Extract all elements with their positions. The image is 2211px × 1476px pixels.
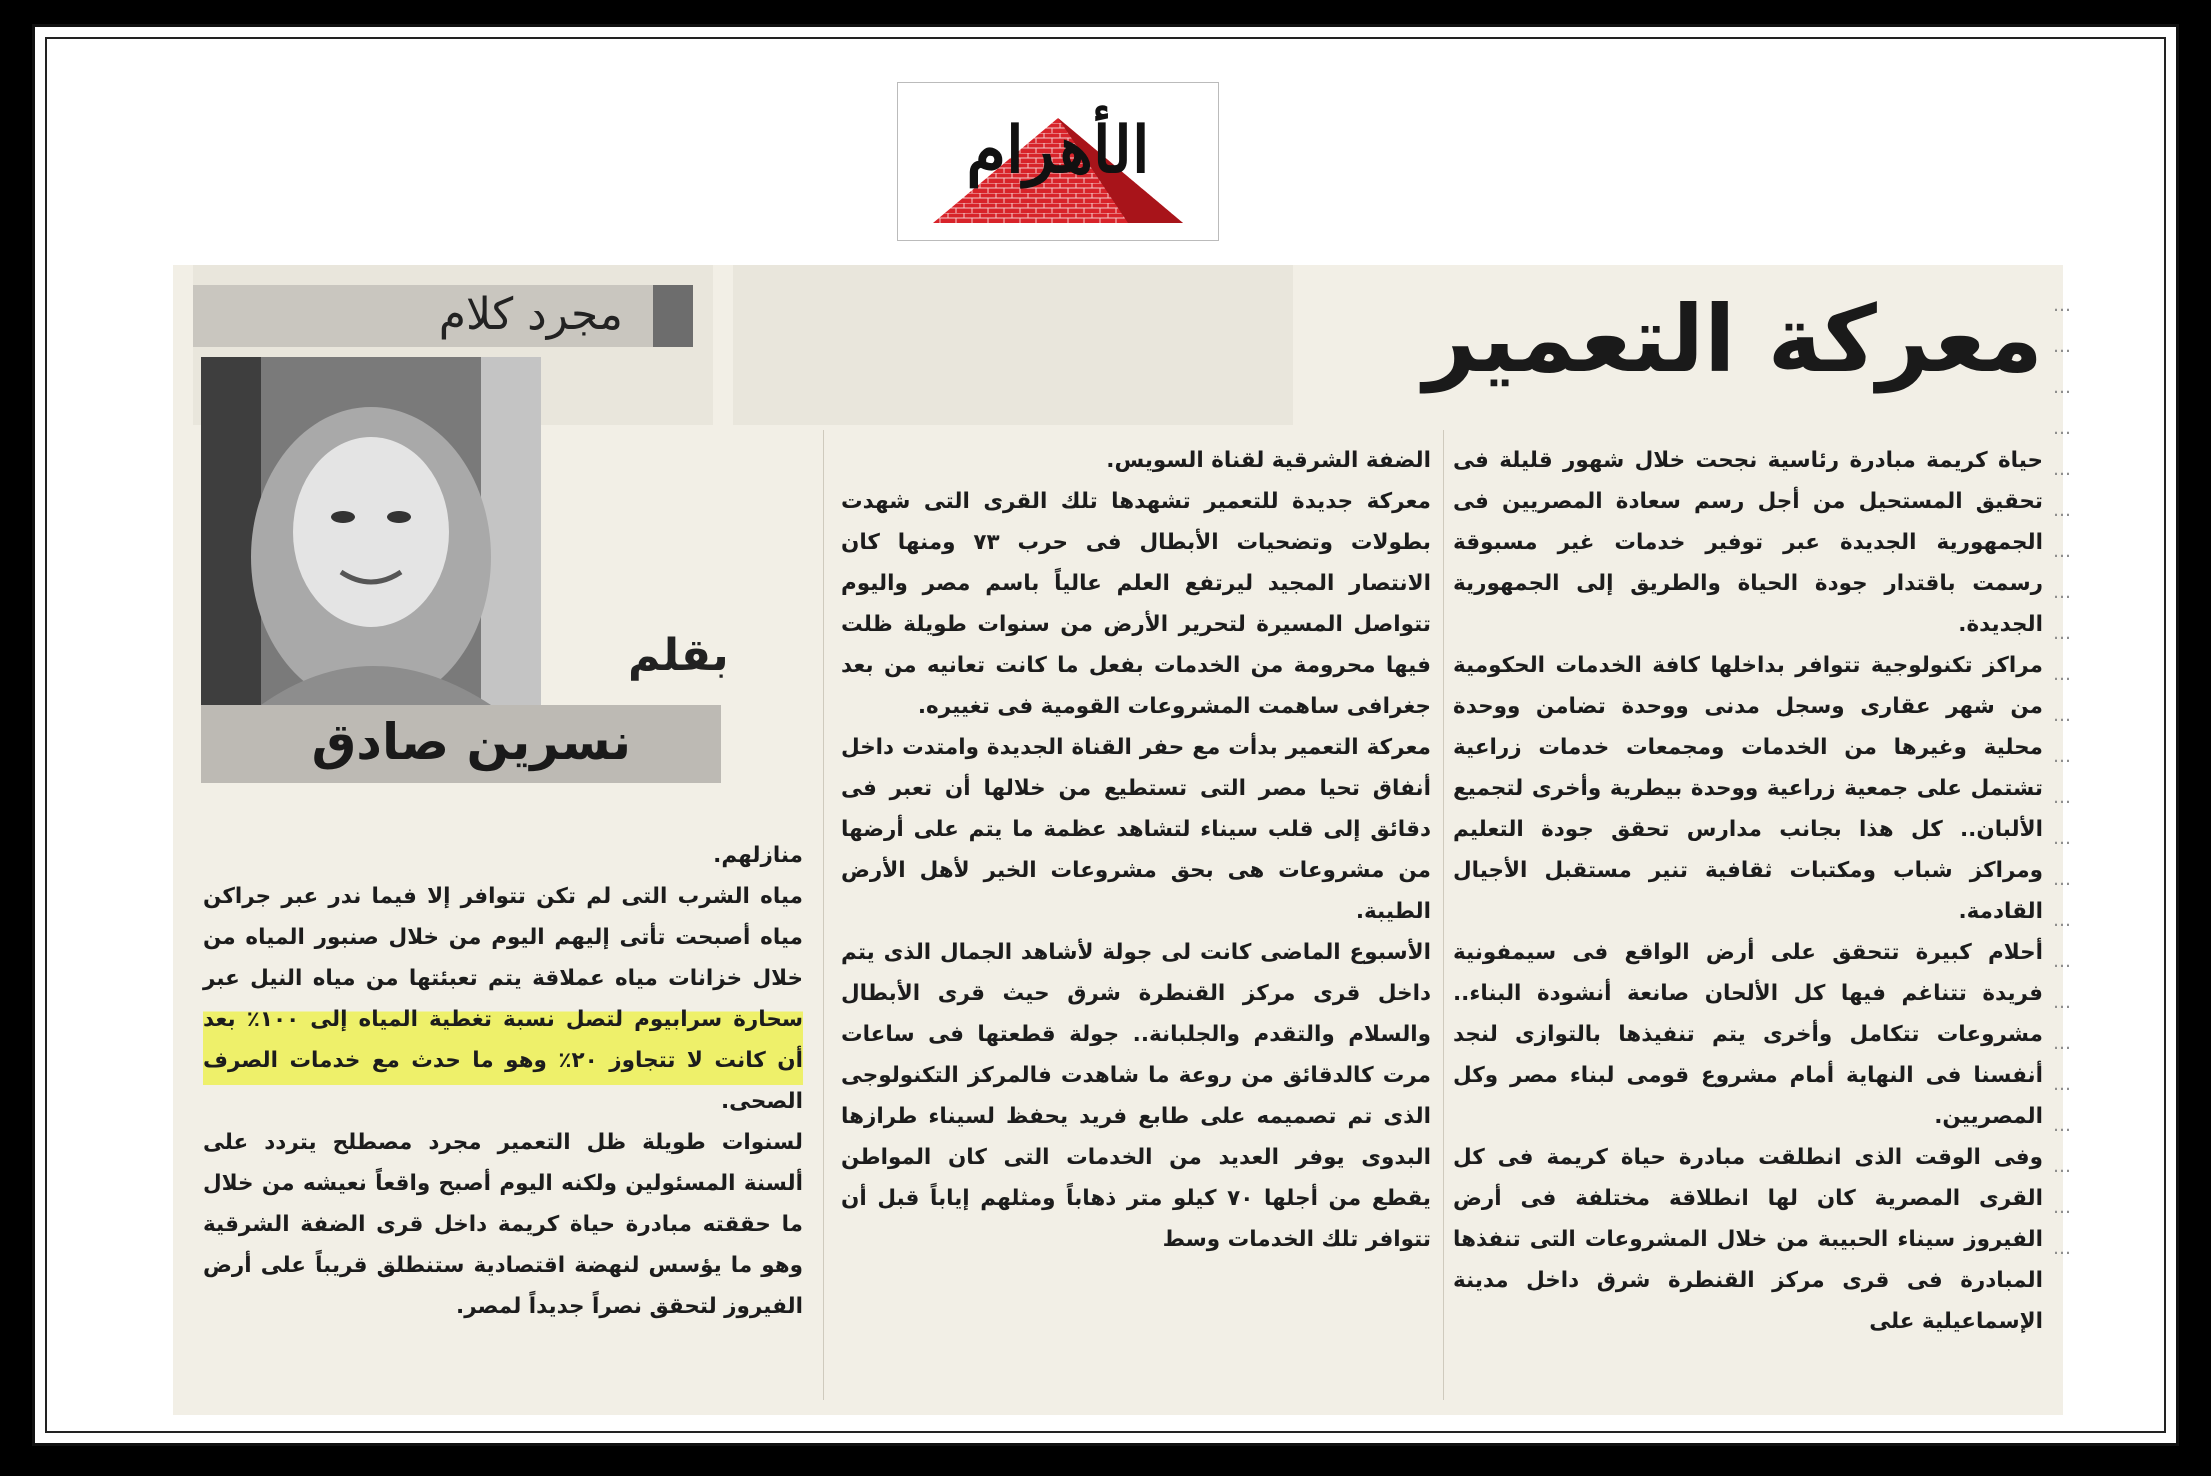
paragraph: الأسبوع الماضى كانت لى جولة لأشاهد الجمال الذى يتم داخل قرى مركز القنطرة شرق حيث قرى الأبطال والسلام والتقدم والجلبانة.. جولة قطعتها فى ساعات مرت كالدقائق من روعة ما شاهدت فالمركز التكنولوجى الذى تم تصميمه على طابع فريد يحفظ لسيناء طرازها البدوى يوفر العديد من الخدمات التى كان المواطن يقطع من أجلها ٧٠ كيلو متر ذهاباً ومثلهم إياباً قبل أن تتوافر تلك الخدمات وسط [841, 940, 1432, 1252]
paragraph: حياة كريمة مبادرة رئاسية نجحت خلال شهور قليلة فى تحقيق المستحيل من أجل رسم سعادة المصريين فى الجمهورية الجديدة عبر توفير خدمات غير مسبوقة رسمت باقتدار جودة الحياة والطريق إلى الجمهورية الجديدة. [1453, 448, 2043, 637]
paragraph: لسنوات طويلة ظل التعمير مجرد مصطلح يتردد على ألسنة المسئولين ولكنه اليوم أصبح واقعاً نعيشه من خلال ما حققته مبادرة حياة كريمة داخل قرى الضفة الشرقية وهو ما يؤسس لنهضة اقتصادية ستنطلق قريباً على أرض الفيروز لتحقق نصراً جديداً لمصر. [203, 1130, 803, 1319]
paragraph: منازلهم. [713, 843, 803, 868]
byline-label: بقلم [628, 630, 729, 681]
paragraph: وفى الوقت الذى انطلقت مبادرة حياة كريمة فى كل القرى المصرية كان لها انطلاقة مختلفة فى أرض الفيروز سيناء الحبيبة من خلال المشروعات التى تنفذها المبادرة فى قرى مركز القنطرة شرق داخل مدينة الإسماعيلية على [1453, 1145, 2043, 1334]
author-portrait-icon [201, 357, 541, 705]
article-column-3 [203, 835, 803, 1327]
author-photo [201, 357, 541, 705]
paragraph: أحلام كبيرة تتحقق على أرض الواقع فى سيمفونية فريدة تتناغم فيها كل الألحان صانعة أنشودة البناء.. مشروعات تتكامل وأخرى يتم تنفيذها بالتوازى لنجد أنفسنا فى النهاية أمام مشروع قومى لبناء مصر وكل المصريين. [1453, 940, 2043, 1129]
column-name: مجرد كلام [438, 289, 623, 340]
highlighted-paragraph: مياه الشرب التى لم تكن تتوافر إلا فيما ندر عبر جراكن مياه أصبحت تأتى إليهم اليوم من خلال صنبور المياه من خلال خزانات مياه عملاقة يتم تعبئتها من مياه النيل عبر سحارة سرابيوم لتصل نسبة تغطية المياه إلى ١٠٠٪ بعد أن كانت لا تتجاوز ٢٠٪ وهو ما حدث مع خدمات الصرف الصحى. [203, 876, 803, 1122]
paragraph: معركة التعمير بدأت مع حفر القناة الجديدة وامتدت داخل أنفاق تحيا مصر التى تستطيع من خلالها أن تعبر فى دقائق إلى قلب سيناء لتشاهد عظمة ما يتم على أرضها من مشروعات هى بحق مشروعات الخير لأهل الأرض الطيبة. [841, 735, 1431, 924]
paragraph: الضفة الشرقية لقناة السويس. [1106, 448, 1431, 473]
ghost-text-area [733, 265, 1293, 425]
author-bar [201, 705, 721, 783]
column-name-bar [193, 285, 693, 347]
newspaper-logo [897, 82, 1219, 241]
article-column-1 [1453, 440, 2043, 1342]
paragraph: مراكز تكنولوجية تتوافر بداخلها كافة الخدمات الحكومية من شهر عقارى وسجل مدنى ووحدة تضامن ووحدة محلية وغيرها من الخدمات ومجمعات خدمات زراعية تشتمل على جمعية زراعية ووحدة بيطرية وأخرى لتجميع الألبان.. كل هذا بجانب مدارس تحقق جودة التعليم ومراكز شباب ومكتبات ثقافية تنير مستقبل الأجيال القادمة. [1453, 653, 2043, 924]
headline: معركة التعمير [1423, 286, 2043, 393]
column-badge-icon [653, 285, 693, 347]
page [32, 24, 2179, 1446]
author-name: نسرين صادق [311, 713, 631, 771]
article-column-2 [841, 440, 1431, 1260]
article-clipping [173, 265, 2071, 1415]
column-divider [823, 430, 824, 1400]
margin-dots: … … … … … … … … … … … … … … … … … … … … … … … … [2053, 295, 2071, 1259]
newspaper-name: الأهرام [966, 113, 1150, 188]
column-divider [1443, 430, 1444, 1400]
paragraph: معركة جديدة للتعمير تشهدها تلك القرى التى شهدت بطولات وتضحيات الأبطال فى حرب ٧٣ ومنها كان الانتصار المجيد ليرتفع العلم عالياً باسم مصر واليوم تتواصل المسيرة لتحرير الأرض من سنوات طويلة ظلت فيها محرومة من الخدمات بفعل ما كانت تعانيه من بعد جغرافى ساهمت المشروعات القومية فى تغييره. [841, 489, 1431, 719]
